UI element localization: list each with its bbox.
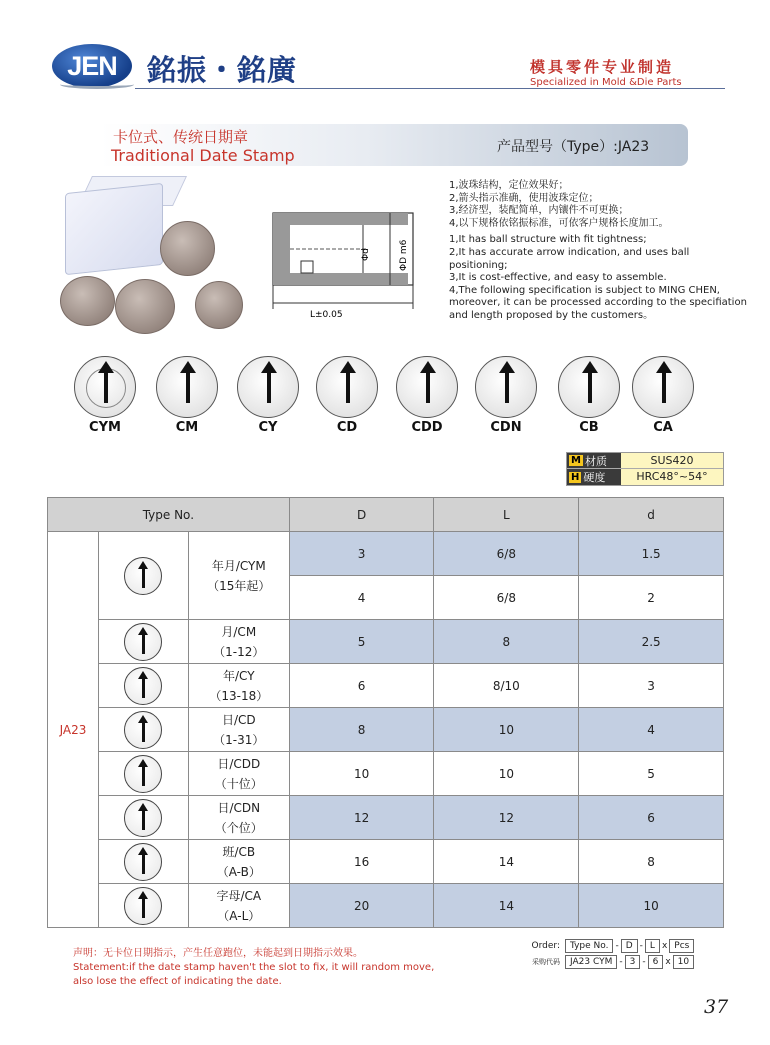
cell-d: 5: [579, 752, 724, 796]
cross-section-drawing: [268, 205, 423, 320]
stamp-disk: [160, 221, 215, 276]
feature-notes: [449, 180, 749, 323]
cell-L: 6/8: [434, 532, 579, 576]
cell-L: 10: [434, 752, 579, 796]
cell-d: 6: [579, 796, 724, 840]
cell-L: 12: [434, 796, 579, 840]
cell-D: 8: [289, 708, 434, 752]
row-icon: [98, 796, 188, 840]
stamp-face-cdd: CDD: [395, 356, 459, 435]
storage-box: [65, 183, 163, 275]
dim-phi-D: ΦD m6: [399, 239, 409, 271]
dim-L: L±0.05: [310, 310, 343, 320]
note-line: 3,It is cost-effective, and easy to assemble.: [449, 272, 667, 284]
dial-ca-icon: [124, 887, 162, 925]
cell-L: 14: [434, 884, 579, 928]
cell-L: 14: [434, 840, 579, 884]
row-icon: [98, 708, 188, 752]
row-icon: [98, 664, 188, 708]
spec-table: [47, 497, 724, 928]
page-header: [0, 0, 770, 100]
row-icon: [98, 884, 188, 928]
cell-L: 8: [434, 620, 579, 664]
col-header-D: D: [289, 498, 434, 532]
stamp-face-cd: CD: [315, 356, 379, 435]
cell-D: 3: [289, 532, 434, 576]
row-icon: [98, 752, 188, 796]
cell-D: 5: [289, 620, 434, 664]
model-code: JA23: [48, 532, 99, 928]
row-desc: 日/CDN （个位）: [188, 796, 289, 840]
page-number: 37: [704, 996, 729, 1018]
dial-icon: [237, 356, 299, 418]
stamp-disk: [115, 279, 175, 334]
dial-cm-icon: [124, 623, 162, 661]
stamp-face-cb: CB: [557, 356, 621, 435]
note-line: 2,It has accurate arrow indication, and uses ball positioning;: [449, 246, 690, 271]
row-desc: 班/CB （A-B）: [188, 840, 289, 884]
dial-icon: [558, 356, 620, 418]
dial-icon: [74, 356, 136, 418]
hardness-value: HRC48°~54°: [621, 469, 723, 485]
row-desc: 日/CDD （十位）: [188, 752, 289, 796]
cell-L: 10: [434, 708, 579, 752]
row-desc: 字母/CA （A-L）: [188, 884, 289, 928]
row-desc: 日/CD （1-31）: [188, 708, 289, 752]
dial-icon: [316, 356, 378, 418]
dial-cym-icon: [124, 557, 162, 595]
header-rule: [135, 88, 725, 89]
cell-d: 1.5: [579, 532, 724, 576]
note-line: 1,It has ball structure with fit tightness;: [449, 234, 647, 246]
material-value: SUS420: [621, 453, 723, 468]
dial-icon: [156, 356, 218, 418]
row-desc: 年/CY （13-18）: [188, 664, 289, 708]
row-desc: 年月/CYM （15年起）: [188, 532, 289, 620]
stamp-disk: [60, 276, 115, 326]
stamp-face-cy: CY: [236, 356, 300, 435]
title-cn: 卡位式、传统日期章: [113, 128, 249, 146]
cell-d: 4: [579, 708, 724, 752]
row-desc: 月/CM （1-12）: [188, 620, 289, 664]
dial-cdd-icon: [124, 755, 162, 793]
note-line: 4,以下规格依铭振标准，可依客户规格长度加工。: [449, 217, 669, 229]
cell-D: 20: [289, 884, 434, 928]
note-line: 3,经济型，装配简单，内镶件不可更换；: [449, 205, 629, 217]
cell-L: 8/10: [434, 664, 579, 708]
cell-d: 10: [579, 884, 724, 928]
note-line: 4,The following specification is subject to MING CHEN, moreover, it can be processed according to the specifiation and length proposed by the customers。: [449, 284, 747, 321]
cell-d: 2.5: [579, 620, 724, 664]
stamp-face-cdn: CDN: [474, 356, 538, 435]
row-icon: [98, 840, 188, 884]
material-spec: M 材质 SUS420 H 硬度 HRC48°~54°: [566, 452, 724, 486]
cell-d: 3: [579, 664, 724, 708]
title-en: Traditional Date Stamp: [111, 146, 295, 165]
stamp-disk: [195, 281, 243, 329]
brand-name: 銘振・銘廣: [147, 53, 298, 87]
tagline-cn: 模具零件专业制造: [530, 58, 675, 76]
order-example: Order: Type No. - D - L x Pcs 采购代码 JA23 CYM - 3 - 6 x 10: [524, 939, 696, 971]
cell-D: 4: [289, 576, 434, 620]
cell-D: 6: [289, 664, 434, 708]
dial-icon: [632, 356, 694, 418]
cell-d: 2: [579, 576, 724, 620]
product-photo: [55, 176, 240, 336]
col-header-d: d: [579, 498, 724, 532]
type-label: 产品型号（Type）:JA23: [497, 139, 650, 155]
col-header-L: L: [434, 498, 579, 532]
logo-swoosh: [60, 80, 134, 89]
dial-icon: [475, 356, 537, 418]
note-line: 2,箭头指示准确，使用波珠定位；: [449, 192, 599, 204]
stamp-face-ca: CA: [631, 356, 695, 435]
cell-D: 10: [289, 752, 434, 796]
note-line: 1,波珠结构，定位效果好；: [449, 180, 569, 191]
cell-D: 16: [289, 840, 434, 884]
stamp-face-cm: CM: [155, 356, 219, 435]
statement: 声明：无卡位日期指示，产生任意跑位，未能起到日期指示效果。 Statement:if the date stamp haven't the slot to fix, it will random move, also lose the effect of indicating the date.: [73, 948, 435, 987]
dial-cdn-icon: [124, 799, 162, 837]
tagline-en: Specialized in Mold &Die Parts: [530, 77, 682, 88]
dial-cy-icon: [124, 667, 162, 705]
dial-cb-icon: [124, 843, 162, 881]
row-icon: [98, 620, 188, 664]
dim-phi-d: Φd: [361, 248, 371, 261]
cell-d: 8: [579, 840, 724, 884]
col-header-type: Type No.: [48, 498, 290, 532]
dial-cd-icon: [124, 711, 162, 749]
stamp-face-cym: CYM: [73, 356, 137, 435]
row-icon: [98, 532, 188, 620]
cell-L: 6/8: [434, 576, 579, 620]
dial-icon: [396, 356, 458, 418]
cell-D: 12: [289, 796, 434, 840]
jen-logo: JEN: [52, 44, 132, 88]
